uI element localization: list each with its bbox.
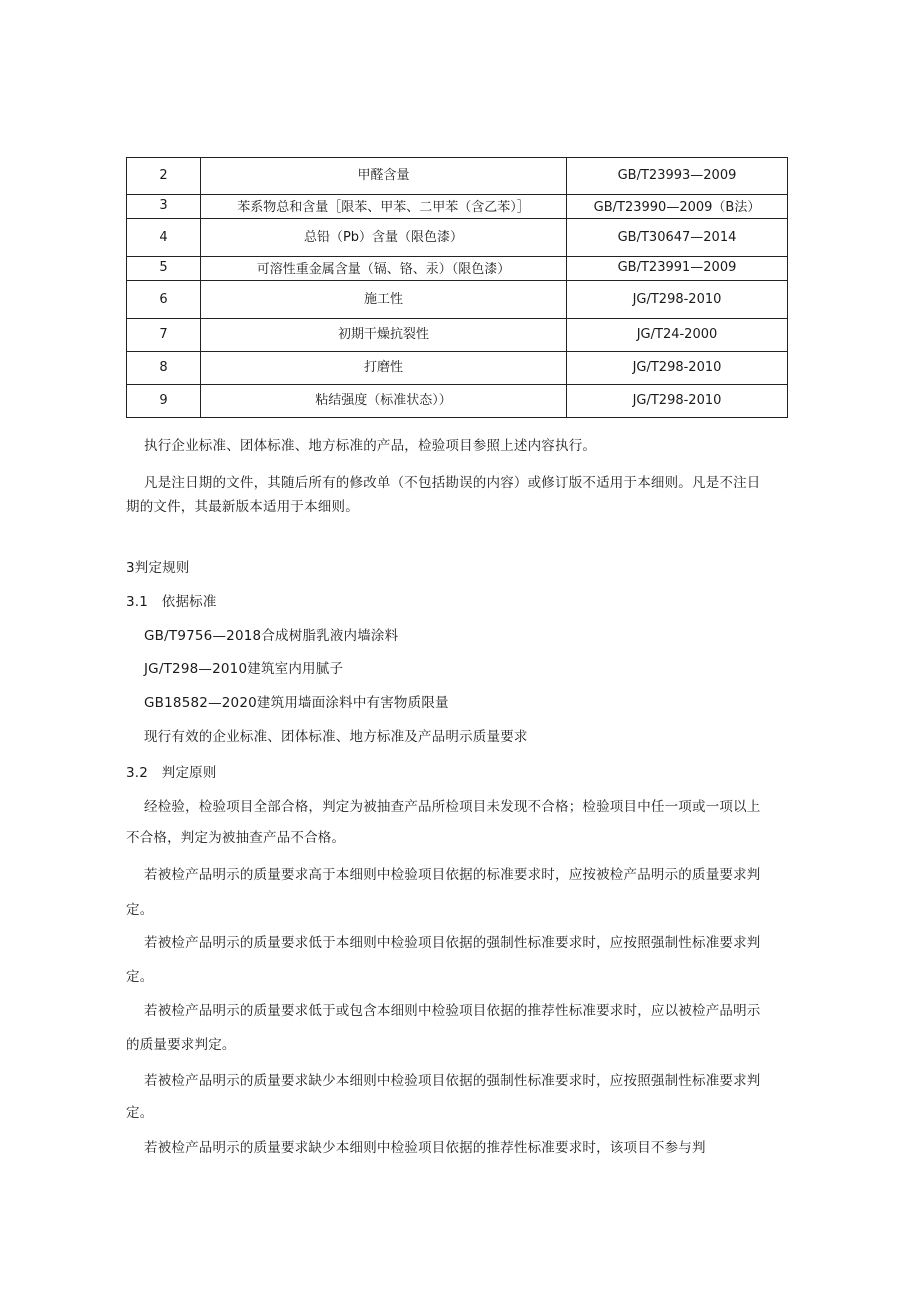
test-standard: JG/T298-2010 [567,352,788,385]
row-number: 4 [127,219,201,257]
table-row [127,319,788,352]
rule-paragraph: 若被检产品明示的质量要求低于本细则中检验项目依据的强制性标准要求时，应按照强制性标准要求判 [144,935,761,951]
rule-paragraph: 若被检产品明示的质量要求低于或包含本细则中检验项目依据的推荐性标准要求时，应以被检产品明示 [144,1003,761,1019]
row-number: 2 [127,158,201,195]
subsection-heading-judgment-principles: 3.2 判定原则 [126,765,217,781]
basis-standard-item: 现行有效的企业标准、团体标准、地方标准及产品明示质量要求 [144,729,528,745]
basis-standard-item: GB18582—2020建筑用墙面涂料中有害物质限量 [144,695,449,711]
row-number: 6 [127,281,201,319]
row-number: 5 [159,259,168,275]
table-row [127,219,788,257]
table-row [127,385,788,418]
table-row [127,158,788,195]
row-number: 7 [127,319,201,352]
test-item: 甲醛含量 [201,158,567,195]
test-standard: JG/T24-2000 [567,319,788,352]
row-number: 9 [127,385,201,418]
paragraph-dated-refs-line1: 凡是注日期的文件，其随后所有的修改单（不包括勘误的内容）或修订版不适用于本细则。凡是不注日 [144,475,761,491]
rule-paragraph-continued: 不合格，判定为被抽查产品不合格。 [126,830,346,846]
subsection-heading-basis-standards: 3.1 依据标准 [126,594,217,610]
table-row [127,352,788,385]
rule-paragraph: 若被检产品明示的质量要求缺少本细则中检验项目依据的推荐性标准要求时，该项目不参与判 [144,1140,706,1156]
test-item: 可溶性重金属含量（镉、铬、汞）（限色漆） [256,261,511,277]
rule-paragraph-continued: 定。 [126,1105,154,1121]
test-item: 粘结强度（标准状态）） [201,385,567,418]
paragraph-dated-refs-line2: 期的文件，其最新版本适用于本细则。 [126,499,359,515]
test-items-table [126,157,788,418]
test-standard: JG/T298-2010 [567,385,788,418]
table-row [127,281,788,319]
test-standard: GB/T23991—2009 [617,259,737,275]
test-item: 总铅（Pb）含量（限色漆） [201,219,567,257]
row-number: 3 [159,197,168,213]
rule-paragraph: 经检验，检验项目全部合格，判定为被抽查产品所检项目未发现不合格；检验项目中任一项或一项以上 [144,799,761,815]
rule-paragraph-continued: 定。 [126,969,154,985]
test-standard: GB/T30647—2014 [567,219,788,257]
test-standard: GB/T23990—2009（B法） [593,199,761,215]
section-heading-judgment-rules: 3判定规则 [126,560,190,576]
basis-standard-item: GB/T9756—2018合成树脂乳液内墙涂料 [144,628,399,644]
test-item: 初期干燥抗裂性 [201,319,567,352]
test-item: 打磨性 [201,352,567,385]
table-row [127,195,788,219]
rule-paragraph: 若被检产品明示的质量要求高于本细则中检验项目依据的标准要求时，应按被检产品明示的质量要求判 [144,867,761,883]
row-number: 8 [127,352,201,385]
rule-paragraph-continued: 定。 [126,902,154,918]
test-standard: GB/T23993—2009 [567,158,788,195]
test-standard: JG/T298-2010 [567,281,788,319]
test-item: 施工性 [201,281,567,319]
paragraph-applicability: 执行企业标准、团体标准、地方标准的产品，检验项目参照上述内容执行。 [144,438,597,454]
rule-paragraph-continued: 的质量要求判定。 [126,1037,236,1053]
rule-paragraph: 若被检产品明示的质量要求缺少本细则中检验项目依据的强制性标准要求时，应按照强制性标准要求判 [144,1073,761,1089]
table-row [127,257,788,281]
basis-standard-item: JG/T298—2010建筑室内用腻子 [144,661,344,677]
test-item: 苯系物总和含量［限苯、甲苯、二甲苯（含乙苯）］ [237,199,530,215]
